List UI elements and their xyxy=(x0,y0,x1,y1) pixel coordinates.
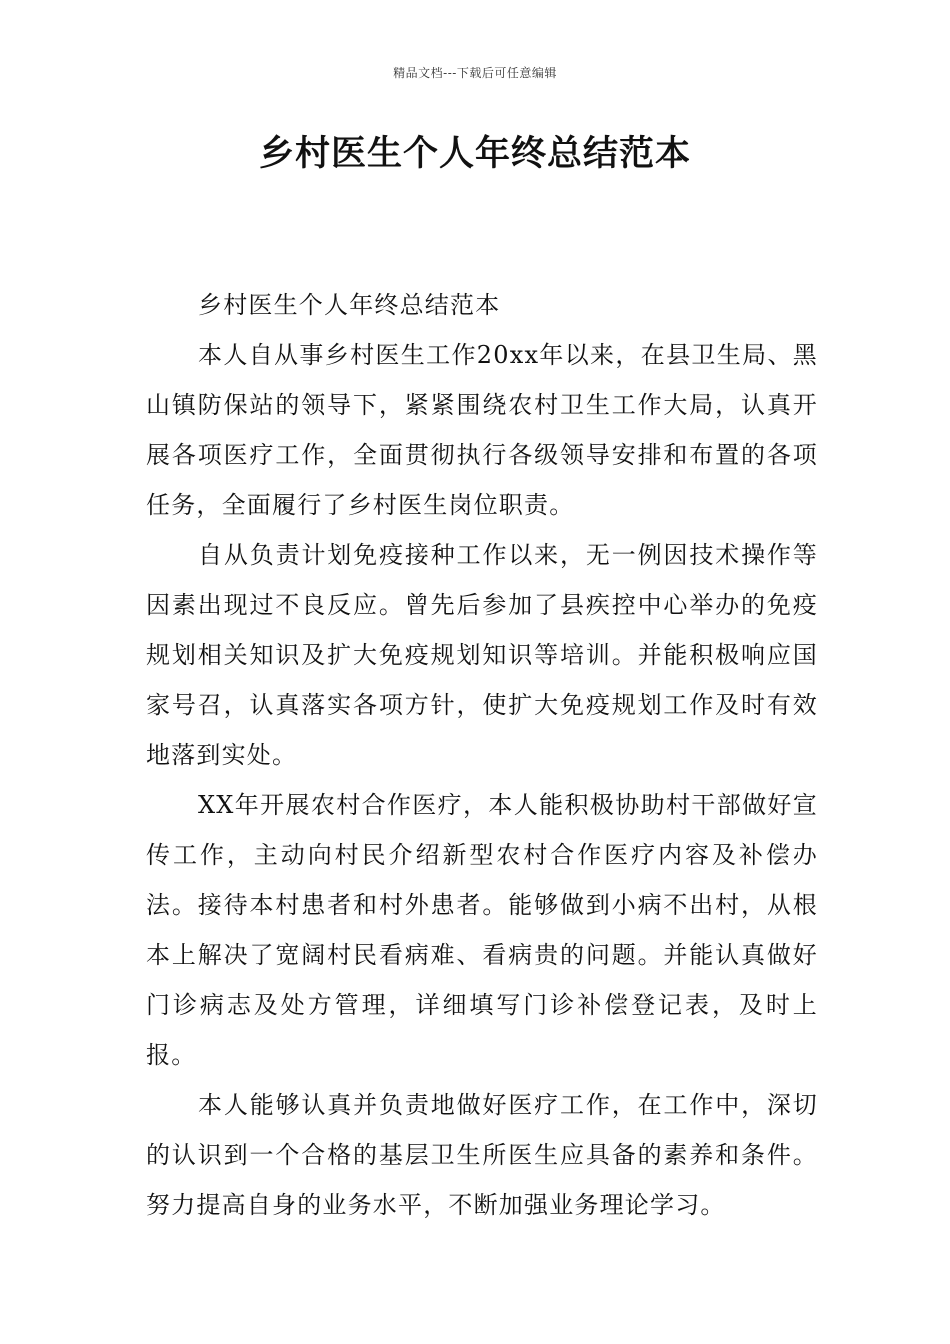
paragraph: XX年开展农村合作医疗，本人能积极协助村干部做好宣传工作，主动向村民介绍新型农村合作医疗内容及补偿办法。接待本村患者和村外患者。能够做到小病不出村，从根本上解决了宽阔村民看病难、看病贵的问题。并能认真做好门诊病志及处方管理，详细填写门诊补偿登记表，及时上报。 xyxy=(146,791,818,1069)
document-body xyxy=(146,280,818,1230)
paragraph-subtitle: 乡村医生个人年终总结范本 xyxy=(198,291,501,319)
paragraph: 自从负责计划免疫接种工作以来，无一例因技术操作等因素出现过不良反应。曾先后参加了县疾控中心举办的免疫规划相关知识及扩大免疫规划知识等培训。并能积极响应国家号召，认真落实各项方针，使扩大免疫规划工作及时有效地落到实处。 xyxy=(146,541,818,769)
document-title: 乡村医生个人年终总结范本 xyxy=(258,134,691,174)
header-note: 精品文档---下载后可任意编辑 xyxy=(393,66,557,80)
paragraph: 本人能够认真并负责地做好医疗工作，在工作中，深切的认识到一个合格的基层卫生所医生应具备的素养和条件。努力提高自身的业务水平，不断加强业务理论学习。 xyxy=(146,1091,818,1219)
paragraph: 本人自从事乡村医生工作20xx年以来，在县卫生局、黑山镇防保站的领导下，紧紧围绕农村卫生工作大局，认真开展各项医疗工作，全面贯彻执行各级领导安排和布置的各项任务，全面履行了乡村医生岗位职责。 xyxy=(146,341,818,519)
